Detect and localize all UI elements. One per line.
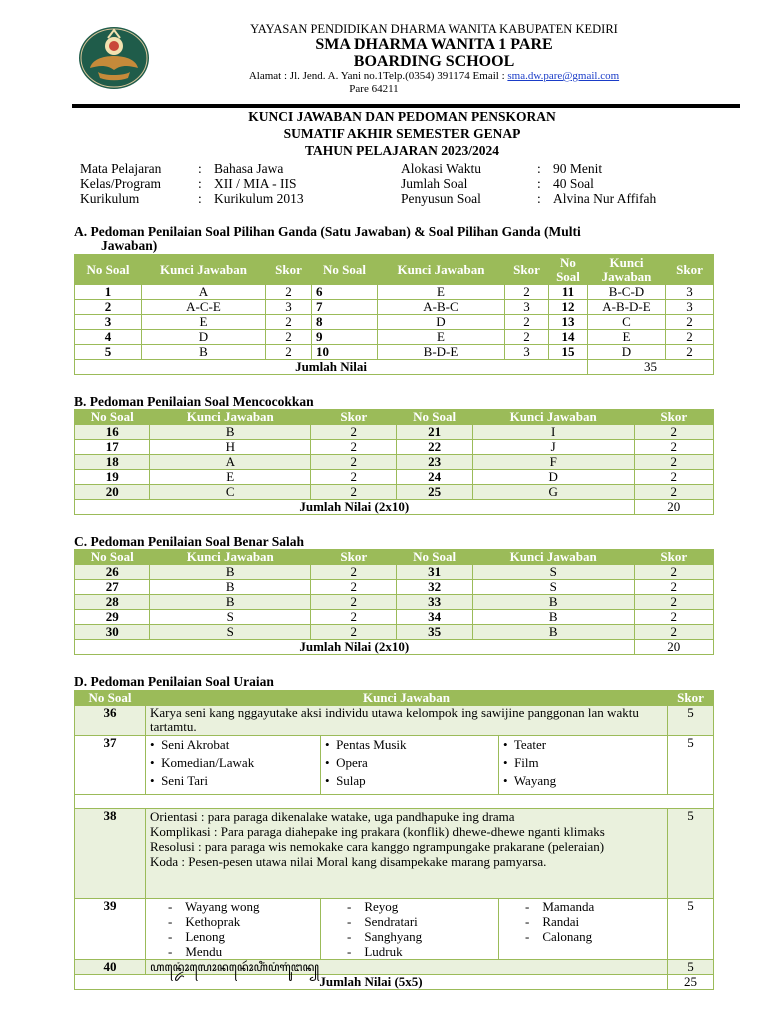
cell: 5 xyxy=(668,706,714,736)
cell: S xyxy=(150,610,311,625)
list-item: - Mendu xyxy=(168,944,223,959)
answer-col xyxy=(499,736,668,795)
answer-text: Karya seni kang nggayutake aksi individu utawa kelompok ing sawijine panggonan lan waktu tartamtu. xyxy=(146,706,668,736)
list-item-text: Teater xyxy=(513,737,547,752)
cell: 36 xyxy=(75,706,146,736)
cell: 24 xyxy=(397,470,472,485)
cell: 6 xyxy=(312,285,378,300)
cell: 23 xyxy=(397,455,472,470)
col-header: Skor xyxy=(311,410,397,425)
cell: B xyxy=(150,425,311,440)
cell: A-C-E xyxy=(142,300,266,315)
col-header: No Soal xyxy=(75,410,150,425)
answer-line: Komplikasi : Para paraga diahepake ing prakara (konflik) dhewe-dhewe nganti klimaks xyxy=(150,824,605,839)
list-item: • Pentas Musik xyxy=(325,737,407,752)
info-sep: : xyxy=(198,161,202,176)
list-item-text: Mendu xyxy=(185,944,223,959)
list-item-text: Reyog xyxy=(364,899,399,914)
cell: 2 xyxy=(505,315,549,330)
cell: D xyxy=(472,470,634,485)
table-row xyxy=(75,809,714,899)
info-sep: : xyxy=(198,176,202,191)
total-label: Jumlah Nilai (2x10) xyxy=(75,500,635,515)
cell: 3 xyxy=(505,345,549,360)
col-header: Skor xyxy=(266,255,312,285)
cell: 2 xyxy=(666,315,714,330)
cell: 2 xyxy=(311,625,397,640)
table-row xyxy=(75,315,714,330)
cell: J xyxy=(472,440,634,455)
cell: 2 xyxy=(311,610,397,625)
list-item: • Seni Tari xyxy=(150,773,208,788)
list-item-text: Film xyxy=(514,755,539,770)
list-item-text: Sulap xyxy=(336,773,366,788)
cell: 5 xyxy=(668,899,714,960)
cell: E xyxy=(588,330,666,345)
table-row xyxy=(75,455,714,470)
cell: 2 xyxy=(311,580,397,595)
total-row xyxy=(75,640,714,655)
col-header: Kunci Jawaban xyxy=(142,255,266,285)
list-item: • Komedian/Lawak xyxy=(150,755,255,770)
col-header: Kunci Jawaban xyxy=(150,410,311,425)
cell: B xyxy=(472,595,634,610)
table-d xyxy=(74,690,714,990)
cell: A-B-C xyxy=(378,300,505,315)
col-header: Skor xyxy=(668,691,714,706)
spacer-cell xyxy=(75,795,714,809)
table-header-row xyxy=(75,550,714,565)
list-item-text: Sendratari xyxy=(364,914,418,929)
list-item: - Randai xyxy=(525,914,580,929)
answer-col xyxy=(321,736,499,795)
cell: 32 xyxy=(397,580,472,595)
answer-text xyxy=(146,809,668,899)
cell: 2 xyxy=(634,425,713,440)
cell: 3 xyxy=(666,285,714,300)
list-item: - Sanghyang xyxy=(347,929,423,944)
cell: 21 xyxy=(397,425,472,440)
cell: 2 xyxy=(266,315,312,330)
info-value: 90 Menit xyxy=(553,161,603,176)
list-item-text: Wayang wong xyxy=(185,899,260,914)
list-item: • Opera xyxy=(325,755,368,770)
cell: 2 xyxy=(505,330,549,345)
cell: 2 xyxy=(311,565,397,580)
cell: E xyxy=(378,330,505,345)
cell: B xyxy=(472,610,634,625)
col-header: No Soal xyxy=(397,410,472,425)
total-value: 20 xyxy=(634,640,713,655)
cell: 39 xyxy=(75,899,146,960)
cell: S xyxy=(472,580,634,595)
cell: B-C-D xyxy=(588,285,666,300)
cell: 35 xyxy=(397,625,472,640)
info-label: Penyusun Soal xyxy=(401,191,481,206)
answer-col xyxy=(146,736,321,795)
list-item-text: Seni Akrobat xyxy=(161,737,230,752)
list-item: • Sulap xyxy=(325,773,366,788)
cell: 40 xyxy=(75,960,146,975)
cell: 7 xyxy=(312,300,378,315)
cell: B xyxy=(472,625,634,640)
info-sep: : xyxy=(537,191,541,206)
info-sep: : xyxy=(537,161,541,176)
cell: 5 xyxy=(668,960,714,975)
col-header: Skor xyxy=(505,255,549,285)
cell: 3 xyxy=(666,300,714,315)
cell: 26 xyxy=(75,565,150,580)
list-item: • Seni Akrobat xyxy=(150,737,230,752)
table-row xyxy=(75,330,714,345)
cell: 2 xyxy=(634,610,713,625)
cell: 10 xyxy=(312,345,378,360)
info-label: Jumlah Soal xyxy=(401,176,468,191)
cell: 22 xyxy=(397,440,472,455)
info-row xyxy=(80,191,304,206)
total-label: Jumlah Nilai (5x5) xyxy=(75,975,668,990)
cell: 3 xyxy=(75,315,142,330)
list-item-text: Wayang xyxy=(513,773,557,788)
list-item-text: Opera xyxy=(336,755,368,770)
cell: 5 xyxy=(668,809,714,899)
cell: 2 xyxy=(634,595,713,610)
col-header: Skor xyxy=(666,255,714,285)
total-row xyxy=(75,360,714,375)
list-item: - Sendratari xyxy=(347,914,418,929)
table-row xyxy=(75,580,714,595)
cell: E xyxy=(142,315,266,330)
list-item: - Wayang wong xyxy=(168,899,260,914)
info-row xyxy=(401,176,656,191)
cell: H xyxy=(150,440,311,455)
table-row xyxy=(75,470,714,485)
cell: 15 xyxy=(549,345,588,360)
list-item: • Film xyxy=(503,755,539,770)
list-item-text: Ludruk xyxy=(364,944,403,959)
list-item-text: Calonang xyxy=(542,929,593,944)
col-header: Skor xyxy=(311,550,397,565)
total-value: 20 xyxy=(634,500,713,515)
cell: 37 xyxy=(75,736,146,795)
cell: B-D-E xyxy=(378,345,505,360)
table-row xyxy=(75,485,714,500)
info-value: XII / MIA - IIS xyxy=(214,176,297,191)
info-row xyxy=(80,161,304,176)
cell: B xyxy=(142,345,266,360)
cell: 2 xyxy=(311,470,397,485)
cell: 27 xyxy=(75,580,150,595)
cell: A xyxy=(142,285,266,300)
cell: 2 xyxy=(311,425,397,440)
cell: S xyxy=(150,625,311,640)
cell: 25 xyxy=(397,485,472,500)
table-header-row xyxy=(75,255,714,285)
cell: 2 xyxy=(666,345,714,360)
list-item: - Mamanda xyxy=(525,899,595,914)
cell: S xyxy=(472,565,634,580)
answer-col xyxy=(499,899,668,960)
col-header: No Soal xyxy=(312,255,378,285)
list-item-text: Pentas Musik xyxy=(336,737,407,752)
col-header: No Soal xyxy=(75,691,146,706)
table-row xyxy=(75,300,714,315)
address-text: Alamat : Jl. Jend. A. Yani no.1Telp.(0354) 391174 Email : xyxy=(248,70,508,82)
list-item-text: Komedian/Lawak xyxy=(161,755,255,770)
cell: 28 xyxy=(75,595,150,610)
table-row xyxy=(75,440,714,455)
foundation-name: YAYASAN PENDIDIKAN DHARMA WANITA KABUPATEN KEDIRI xyxy=(250,22,618,36)
cell: 9 xyxy=(312,330,378,345)
cell: 38 xyxy=(75,809,146,899)
list-item-text: Kethoprak xyxy=(185,914,241,929)
cell: A-B-D-E xyxy=(588,300,666,315)
list-item-text: Seni Tari xyxy=(161,773,208,788)
total-row xyxy=(75,975,714,990)
cell: 34 xyxy=(397,610,472,625)
cell: 2 xyxy=(266,285,312,300)
program-name: BOARDING SCHOOL xyxy=(353,53,515,70)
table-header-row xyxy=(75,691,714,706)
cell: 8 xyxy=(312,315,378,330)
info-label: Mata Pelajaran xyxy=(80,161,162,176)
info-right xyxy=(401,161,656,206)
email-link[interactable]: sma.dw.pare@gmail.com xyxy=(507,70,620,82)
col-header: No Soal xyxy=(397,550,472,565)
cell: B xyxy=(150,595,311,610)
list-item-text: Sanghyang xyxy=(364,929,423,944)
col-header: Kunci Jawaban xyxy=(378,255,505,285)
cell: 5 xyxy=(668,736,714,795)
list-item: - Calonang xyxy=(525,929,593,944)
cell: 2 xyxy=(634,565,713,580)
col-header: Kunci Jawaban xyxy=(588,255,666,285)
cell: 2 xyxy=(634,580,713,595)
header-rule xyxy=(72,104,740,108)
cell: 14 xyxy=(549,330,588,345)
col-header: Kunci Jawaban xyxy=(472,550,634,565)
col-header: Skor xyxy=(634,550,713,565)
col-header: No Soal xyxy=(75,550,150,565)
cell: 13 xyxy=(549,315,588,330)
col-header: Skor xyxy=(634,410,713,425)
cell: 11 xyxy=(549,285,588,300)
cell: E xyxy=(150,470,311,485)
info-row xyxy=(401,161,656,176)
info-value: 40 Soal xyxy=(553,176,594,191)
table-header-row xyxy=(75,410,714,425)
city-line: Pare 64211 xyxy=(349,83,399,95)
section-c-heading: C. Pedoman Penilaian Soal Benar Salah xyxy=(74,534,305,549)
cell: C xyxy=(588,315,666,330)
cell: 16 xyxy=(75,425,150,440)
cell: 2 xyxy=(75,300,142,315)
table-row xyxy=(75,425,714,440)
cell: 2 xyxy=(634,440,713,455)
section-a-heading-cont: Jawaban) xyxy=(101,238,158,253)
info-value: Alvina Nur Affifah xyxy=(553,191,657,206)
cell: 2 xyxy=(634,485,713,500)
section-d-heading: D. Pedoman Penilaian Soal Uraian xyxy=(74,674,274,689)
cell: 2 xyxy=(311,485,397,500)
cell: 29 xyxy=(75,610,150,625)
cell: 2 xyxy=(266,330,312,345)
list-item: - Reyog xyxy=(347,899,399,914)
answer-col xyxy=(321,899,499,960)
cell: D xyxy=(588,345,666,360)
info-label: Kurikulum xyxy=(80,191,140,206)
info-left xyxy=(80,161,304,206)
info-label: Alokasi Waktu xyxy=(401,161,482,176)
total-label: Jumlah Nilai (2x10) xyxy=(75,640,635,655)
cell: 30 xyxy=(75,625,150,640)
total-row xyxy=(75,500,714,515)
cell: B xyxy=(150,580,311,595)
cell: A xyxy=(150,455,311,470)
cell: 17 xyxy=(75,440,150,455)
table-row xyxy=(75,565,714,580)
list-item-text: Lenong xyxy=(185,929,226,944)
cell: 2 xyxy=(311,595,397,610)
cell: 2 xyxy=(266,345,312,360)
col-header: Kunci Jawaban xyxy=(472,410,634,425)
cell: 19 xyxy=(75,470,150,485)
cell: D xyxy=(378,315,505,330)
info-row xyxy=(80,176,304,191)
cell: 4 xyxy=(75,330,142,345)
doc-title-2: SUMATIF AKHIR SEMESTER GENAP xyxy=(283,126,521,141)
list-item-text: Mamanda xyxy=(542,899,595,914)
table-row xyxy=(75,899,714,960)
cell: F xyxy=(472,455,634,470)
total-value: 25 xyxy=(668,975,714,990)
cell: E xyxy=(378,285,505,300)
cell: 3 xyxy=(266,300,312,315)
col-header: No Soal xyxy=(75,255,142,285)
list-item: • Wayang xyxy=(503,773,557,788)
cell: G xyxy=(472,485,634,500)
answer-col xyxy=(146,899,321,960)
spacer-row xyxy=(75,795,714,809)
table-row xyxy=(75,595,714,610)
table-b xyxy=(74,409,714,515)
list-item: • Teater xyxy=(503,737,547,752)
table-row xyxy=(75,625,714,640)
info-label: Kelas/Program xyxy=(80,176,161,191)
info-row xyxy=(401,191,656,206)
info-value: Kurikulum 2013 xyxy=(214,191,304,206)
table-row xyxy=(75,706,714,736)
section-a-heading: A. Pedoman Penilaian Soal Pilihan Ganda (Satu Jawaban) & Soal Pilihan Ganda (Multi xyxy=(74,224,581,239)
list-item: - Kethoprak xyxy=(168,914,241,929)
info-sep: : xyxy=(198,191,202,206)
cell: D xyxy=(142,330,266,345)
table-row xyxy=(75,736,714,795)
doc-title-1: KUNCI JAWABAN DAN PEDOMAN PENSKORAN xyxy=(248,109,556,124)
cell: 2 xyxy=(634,470,713,485)
cell: 2 xyxy=(634,625,713,640)
cell: 12 xyxy=(549,300,588,315)
col-header: Kunci Jawaban xyxy=(146,691,668,706)
cell: 2 xyxy=(634,455,713,470)
cell: 2 xyxy=(666,330,714,345)
cell: 31 xyxy=(397,565,472,580)
cell: 33 xyxy=(397,595,472,610)
cell: 5 xyxy=(75,345,142,360)
list-item: - Lenong xyxy=(168,929,226,944)
cell: 1 xyxy=(75,285,142,300)
table-row xyxy=(75,610,714,625)
table-a xyxy=(74,254,714,375)
doc-title-3: TAHUN PELAJARAN 2023/2024 xyxy=(304,143,499,158)
cell: 3 xyxy=(505,300,549,315)
total-value: 35 xyxy=(588,360,714,375)
info-value: Bahasa Jawa xyxy=(214,161,284,176)
section-b-heading: B. Pedoman Penilaian Soal Mencocokkan xyxy=(74,394,314,409)
answer-line: Orientasi : para paraga dikenalake watake, uga pandhapuke ing drama xyxy=(150,809,515,824)
col-header: Kunci Jawaban xyxy=(150,550,311,565)
address-line xyxy=(50,70,768,82)
total-label: Jumlah Nilai xyxy=(75,360,588,375)
cell: I xyxy=(472,425,634,440)
info-sep: : xyxy=(537,176,541,191)
answer-line: Resolusi : para paraga wis nemokake cara kanggo ngrampungake prakarane (peleraian) xyxy=(150,839,605,854)
cell: B xyxy=(150,565,311,580)
javanese-script-answer: ꦲꦤ꧀ꦢꦺꦴꦁꦭꦺꦴꦤꦤꦺꦴꦂꦲꦶꦁꦥꦁꦒꦸꦁꦔꦤ꧀ xyxy=(146,960,668,975)
cell: 20 xyxy=(75,485,150,500)
list-item-text: Randai xyxy=(542,914,580,929)
answer-line: Koda : Pesen-pesen utawa nilai Moral kang disampekake marang pamyarsa. xyxy=(150,854,547,869)
cell: 18 xyxy=(75,455,150,470)
cell: 2 xyxy=(311,440,397,455)
cell: 2 xyxy=(505,285,549,300)
table-row xyxy=(75,345,714,360)
school-name: SMA DHARMA WANITA 1 PARE xyxy=(315,36,553,53)
table-row xyxy=(75,960,714,975)
cell: 2 xyxy=(311,455,397,470)
cell: C xyxy=(150,485,311,500)
list-item: - Ludruk xyxy=(347,944,403,959)
table-c xyxy=(74,549,714,655)
table-row xyxy=(75,285,714,300)
col-header: No Soal xyxy=(549,255,588,285)
